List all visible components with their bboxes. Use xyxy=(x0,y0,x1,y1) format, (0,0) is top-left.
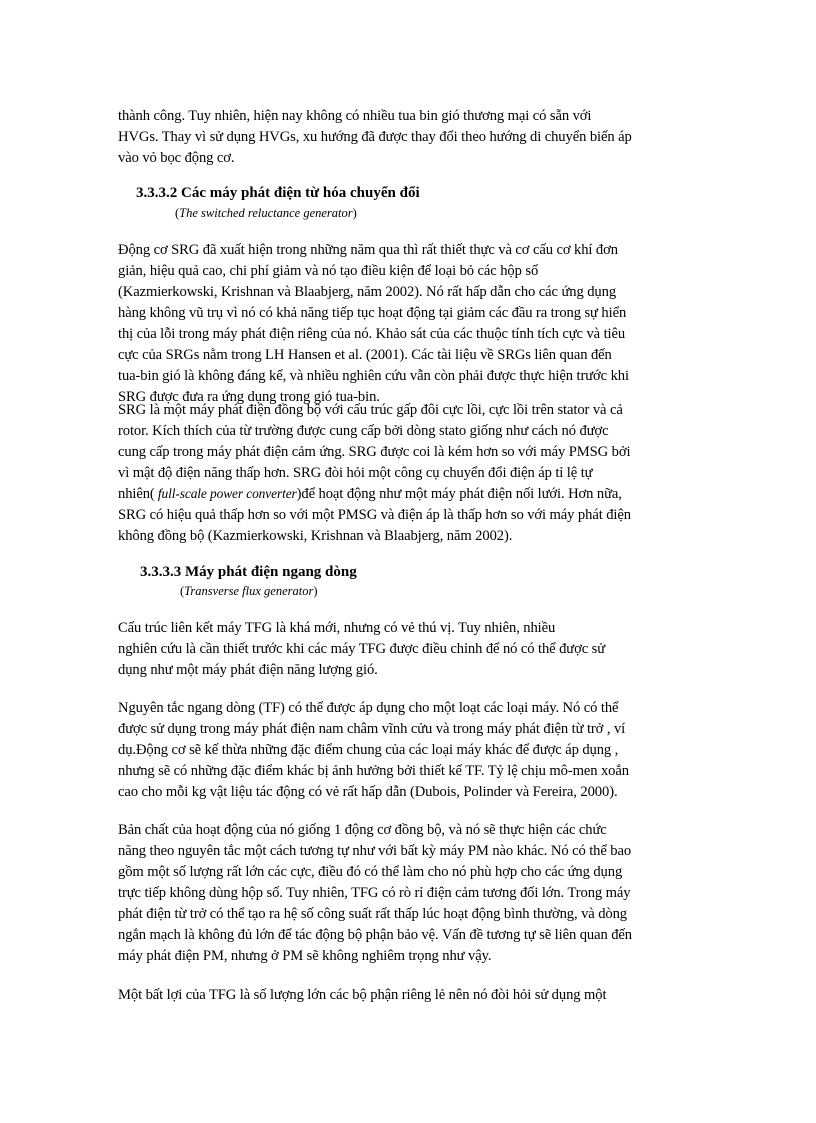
text-line-mixed xyxy=(118,484,622,504)
text-line: vào vỏ bọc động cơ. xyxy=(118,150,235,166)
text-line: cao cho mỗi kg vật liệu tác động có vẻ rất hấp dẫn (Dubois, Polinder và Fereira, 2000). xyxy=(118,784,618,800)
text-line: cực của SRGs nằm trong LH Hansen et al. (2001). Các tài liệu về SRGs liên quan đến xyxy=(118,347,612,363)
text-line: vì mật độ điện năng thấp hơn. SRG đòi hỏi một công cụ chuyển đổi điện áp tỉ lệ tự xyxy=(118,465,593,481)
subtitle-text: Transverse flux generator xyxy=(184,584,314,598)
text-line: thành công. Tuy nhiên, hiện nay không có nhiều tua bin gió thương mại có sẵn với xyxy=(118,108,592,124)
subtitle-open-paren: ( xyxy=(175,206,180,220)
italic-term: full-scale power converter xyxy=(154,486,297,501)
text-line: (Kazmierkowski, Krishnan và Blaabjerg, năm 2002). Nó rất hấp dẫn cho các ứng dụng xyxy=(118,284,617,300)
text-line: tua-bin gió là không đáng kể, và nhiều nghiên cứu vẫn còn phải được thực hiện trước khi xyxy=(118,368,629,384)
text-line: trực tiếp không dùng hộp số. Tuy nhiên, TFG có rò rỉ điện cảm tương đối lớn. Trong máy xyxy=(118,885,631,901)
section-subtitle-3-3-3-2 xyxy=(175,204,357,222)
text-line: Cấu trúc liên kết máy TFG là khá mới, nhưng có vẻ thú vị. Tuy nhiên, nhiều xyxy=(118,620,556,636)
section-subtitle-3-3-3-3 xyxy=(180,582,318,600)
text-line: dụ.Động cơ sẽ kế thừa những đặc điểm chung của các loại máy khác để được áp dụng , xyxy=(118,742,619,758)
text-line: rotor. Kích thích của từ trường được cung cấp bởi dòng stato giống như cách nó được xyxy=(118,423,609,439)
text-line: gồm một số lượng rất lớn các cực, điều đó có thể làm cho nó phù hợp cho các ứng dụng xyxy=(118,864,623,880)
text-fragment: )để hoạt động như một máy phát điện nối lưới. Hơn nữa, xyxy=(296,486,622,502)
text-line: không đồng bộ (Kazmierkowski, Krishnan và Blaabjerg, năm 2002). xyxy=(118,528,513,544)
subtitle-text: The switched reluctance generator xyxy=(179,206,353,220)
text-line: được sử dụng trong máy phát điện nam châm vĩnh cửu và trong máy phát điện từ trở , ví xyxy=(118,721,626,737)
section-heading-3-3-3-2: 3.3.3.2 Các máy phát điện từ hóa chuyển đổi xyxy=(136,185,420,201)
subtitle-open-paren: ( xyxy=(180,584,185,598)
text-fragment: nhiên( xyxy=(118,486,155,502)
text-line: dụng như một máy phát điện năng lượng gió. xyxy=(118,662,378,678)
text-line: thị của lỗi trong máy phát điện riêng của nó. Khảo sát của các thuộc tính tích cực và tiêu xyxy=(118,326,626,342)
text-line: ngắn mạch là không đủ lớn để tác động bộ phận bảo vệ. Vấn đề tương tự sẽ liên quan đến xyxy=(118,927,632,943)
text-line: Bản chất của hoạt động của nó giống 1 động cơ đồng bộ, và nó sẽ thực hiện các chức xyxy=(118,822,607,838)
text-line: hàng không vũ trụ vì nó có khả năng tiếp tục hoạt động tại giảm các đầu ra trong sự hiển xyxy=(118,305,627,321)
text-line: máy phát điện PM, nhưng ở PM sẽ không nghiêm trọng như vậy. xyxy=(118,948,492,964)
text-line: Động cơ SRG đã xuất hiện trong những năm qua thì rất thiết thực và cơ cấu cơ khí đơn xyxy=(118,242,618,258)
text-line: nghiên cứu là cần thiết trước khi các máy TFG được điều chỉnh để nó có thể được sử xyxy=(118,641,606,657)
text-line: Nguyên tắc ngang dòng (TF) có thể được áp dụng cho một loạt các loại máy. Nó có thể xyxy=(118,700,619,716)
text-line: năng theo nguyên tắc một cách tương tự như với bất kỳ máy PM nào khác. Nó có thể bao xyxy=(118,843,632,859)
text-line: SRG là một máy phát điện đồng bộ với cấu trúc gấp đôi cực lồi, cực lồi trên stator và cả xyxy=(118,402,623,418)
text-line: HVGs. Thay vì sử dụng HVGs, xu hướng đã được thay đổi theo hướng di chuyển biến áp xyxy=(118,129,632,145)
text-line: Một bất lợi của TFG là số lượng lớn các bộ phận riêng lẻ nên nó đòi hỏi sử dụng một xyxy=(118,987,607,1003)
text-line: phát điện từ trở có thể tạo ra hệ số công suất rất thấp lúc hoạt động bình thường, và dòng xyxy=(118,906,628,922)
section-heading-3-3-3-3: 3.3.3.3 Máy phát điện ngang dòng xyxy=(140,564,357,580)
text-line: cung cấp trong máy phát điện cảm ứng. SRG được coi là kém hơn so với máy PMSG bởi xyxy=(118,444,631,460)
text-line: SRG được đưa ra ứng dụng trong gió tua-bin. xyxy=(118,389,380,405)
subtitle-close-paren: ) xyxy=(313,584,318,598)
text-line: giản, hiệu quả cao, chi phí giảm và nó tạo điều kiện để loại bỏ các hộp số xyxy=(118,263,539,279)
text-line: SRG có hiệu quả thấp hơn so với một PMSG và điện áp là thấp hơn so với máy phát điện xyxy=(118,507,631,523)
text-line: nhưng sẽ có những đặc điểm khác bị ảnh hưởng bởi thiết kế TF. Tỷ lệ chịu mô-men xoắn xyxy=(118,763,629,779)
subtitle-close-paren: ) xyxy=(352,206,357,220)
